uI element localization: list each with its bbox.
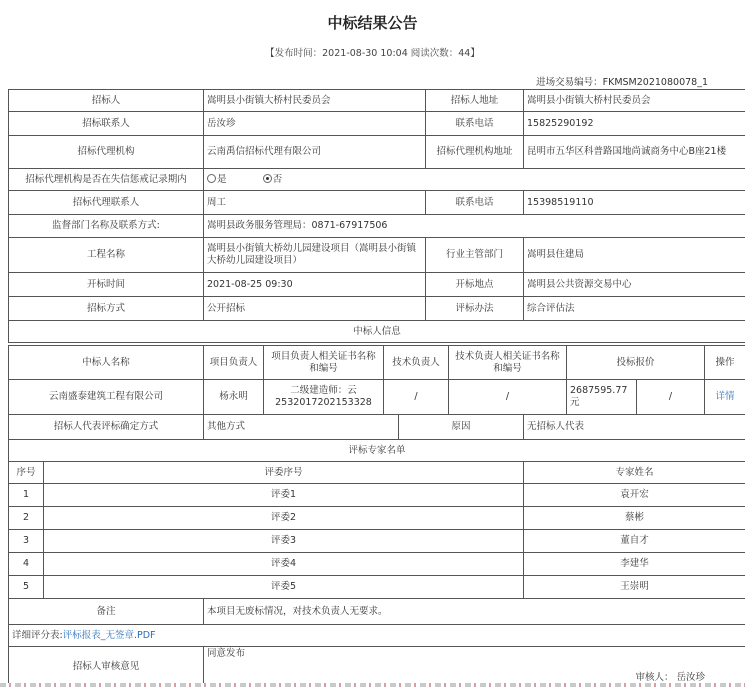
agency-label: 招标代理机构 — [9, 136, 204, 169]
option-yes-label: 是 — [217, 173, 227, 185]
project-value: 嵩明县小街镇大桥幼儿园建设项目（嵩明县小街镇大桥幼儿园建设项目） — [204, 238, 426, 273]
agency-address-value: 昆明市五华区科普路国地尚诚商务中心B座21楼 — [524, 136, 745, 169]
agency-phone-label: 联系电话 — [426, 191, 524, 215]
expert-section-title: 评标专家名单 — [9, 440, 745, 462]
row-detail — [9, 625, 745, 647]
row-supervisor — [9, 215, 745, 238]
reason-label: 原因 — [399, 415, 524, 440]
row-representative — [9, 415, 745, 440]
tech-header: 技术负责人 — [384, 346, 449, 380]
method-label: 招标方式 — [9, 297, 204, 321]
method-value: 公开招标 — [204, 297, 426, 321]
tenderer-address-label: 招标人地址 — [426, 90, 524, 112]
row-note — [9, 599, 745, 625]
supervisor-value: 嵩明县政务服务管理局：0871-67917506 — [204, 215, 745, 238]
winner-name-header: 中标人名称 — [9, 346, 204, 380]
phone-value: 15825290192 — [524, 112, 745, 136]
expert-seq: 评委2 — [44, 507, 524, 530]
dishonest-label: 招标代理机构是否在失信惩戒记录期内 — [9, 169, 204, 191]
row-method — [9, 297, 745, 321]
details-link[interactable]: 详情 — [705, 380, 745, 415]
eval-label: 评标办法 — [426, 297, 524, 321]
expert-name: 袁开宏 — [524, 484, 745, 507]
winner-row — [9, 380, 745, 415]
agency-contact-label: 招标代理联系人 — [9, 191, 204, 215]
open-place-value: 嵩明县公共资源交易中心 — [524, 273, 745, 297]
agency-value: 云南禹信招标代理有限公司 — [204, 136, 426, 169]
row-contact — [9, 112, 745, 136]
expert-no-header: 序号 — [9, 462, 44, 484]
row-agency-contact — [9, 191, 745, 215]
expert-seq: 评委4 — [44, 553, 524, 576]
rep-value: 其他方式 — [204, 415, 399, 440]
expert-seq: 评委1 — [44, 484, 524, 507]
industry-label: 行业主管部门 — [426, 238, 524, 273]
expert-row — [9, 553, 745, 576]
winner-name: 云南盛泰建筑工程有限公司 — [9, 380, 204, 415]
detail-label: 详细评分表: — [12, 629, 63, 641]
reason-value: 无招标人代表 — [524, 415, 745, 440]
radio-no[interactable] — [263, 174, 272, 183]
action-header: 操作 — [705, 346, 745, 380]
row-project — [9, 238, 745, 273]
publish-info: 【发布时间：2021-08-30 10:04 阅读次数：44】 — [265, 48, 480, 59]
row-review — [9, 647, 745, 687]
expert-row — [9, 484, 745, 507]
expert-name-header: 专家姓名 — [524, 462, 745, 484]
winner-tech-cert: / — [449, 380, 567, 415]
review-opinion: 同意发布 — [207, 648, 246, 659]
expert-name: 李建华 — [524, 553, 745, 576]
expert-no: 2 — [9, 507, 44, 530]
page-title: 中标结果公告 — [327, 14, 418, 32]
option-no-label: 否 — [272, 173, 283, 185]
expert-seq: 评委5 — [44, 576, 524, 599]
expert-seq: 评委3 — [44, 530, 524, 553]
winner-price: 2687595.77元 — [567, 380, 637, 415]
eval-value: 综合评估法 — [524, 297, 745, 321]
reviewer: 审核人： 岳汝珍 — [635, 672, 706, 684]
open-time-value: 2021-08-25 09:30 — [204, 273, 426, 297]
row-winner-section — [9, 321, 745, 343]
rep-label: 招标人代表评标确定方式 — [9, 415, 204, 440]
winner-pm-cert: 二级建造师：云2532017202153328 — [264, 380, 384, 415]
bottom-edge — [0, 683, 745, 687]
expert-row — [9, 530, 745, 553]
expert-no: 5 — [9, 576, 44, 599]
industry-value: 嵩明县住建局 — [524, 238, 745, 273]
dishonest-options — [204, 169, 745, 191]
agency-contact-value: 周工 — [204, 191, 426, 215]
note-label: 备注 — [9, 599, 204, 625]
expert-row — [9, 576, 745, 599]
expert-name: 王崇明 — [524, 576, 745, 599]
tenderer-address-value: 嵩明县小街镇大桥村民委员会 — [524, 90, 745, 112]
note-value: 本项目无废标情况，对技术负责人无要求。 — [204, 599, 745, 625]
bid-info-table — [8, 89, 745, 343]
row-agency — [9, 136, 745, 169]
pm-cert-header: 项目负责人相关证书名称和编号 — [264, 346, 384, 380]
price-header: 投标报价 — [567, 346, 705, 380]
tenderer-value: 嵩明县小街镇大桥村民委员会 — [204, 90, 426, 112]
open-time-label: 开标时间 — [9, 273, 204, 297]
contact-label: 招标联系人 — [9, 112, 204, 136]
contact-value: 岳汝珍 — [204, 112, 426, 136]
review-label: 招标人审核意见 — [9, 647, 204, 687]
project-label: 工程名称 — [9, 238, 204, 273]
row-dishonest — [9, 169, 745, 191]
open-place-label: 开标地点 — [426, 273, 524, 297]
agency-address-label: 招标代理机构地址 — [426, 136, 524, 169]
agency-phone-value: 15398519110 — [524, 191, 745, 215]
expert-name: 董自才 — [524, 530, 745, 553]
expert-no: 1 — [9, 484, 44, 507]
pdf-download-link[interactable]: 评标报表_无签章.PDF — [62, 629, 156, 641]
row-tenderer — [9, 90, 745, 112]
winner-section-title: 中标人信息 — [9, 321, 745, 343]
expert-seq-header: 评委序号 — [44, 462, 524, 484]
pm-header: 项目负责人 — [204, 346, 264, 380]
expert-header-row — [9, 462, 745, 484]
supervisor-label: 监督部门名称及联系方式: — [9, 215, 204, 238]
winner-table — [8, 345, 745, 415]
row-expert-section — [9, 440, 745, 462]
phone-label: 联系电话 — [426, 112, 524, 136]
winner-header-row — [9, 346, 745, 380]
expert-table — [8, 414, 745, 687]
winner-pm: 杨永明 — [204, 380, 264, 415]
detail-cell — [9, 625, 745, 647]
row-open-time — [9, 273, 745, 297]
tech-cert-header: 技术负责人相关证书名称和编号 — [449, 346, 567, 380]
trade-number: 进场交易编号：FKMSM2021080078_1 — [536, 77, 708, 88]
radio-yes[interactable] — [207, 174, 216, 183]
expert-no: 3 — [9, 530, 44, 553]
expert-name: 蔡彬 — [524, 507, 745, 530]
expert-row — [9, 507, 745, 530]
review-cell — [204, 647, 745, 687]
tenderer-label: 招标人 — [9, 90, 204, 112]
expert-no: 4 — [9, 553, 44, 576]
winner-price-extra: / — [637, 380, 705, 415]
winner-tech: / — [384, 380, 449, 415]
